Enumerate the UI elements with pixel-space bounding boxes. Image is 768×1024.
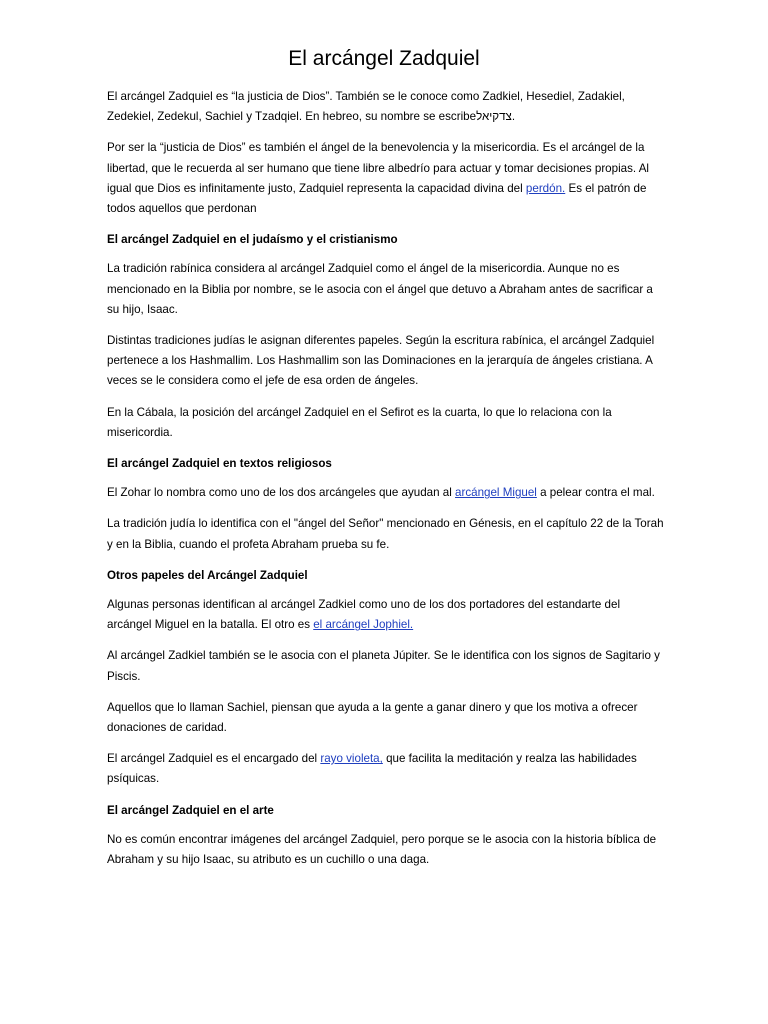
text-run: . [511, 110, 516, 124]
text-run: El arcángel Zadquiel en el arte [107, 803, 274, 817]
text-run: En la Cábala, la posición del arcángel Zadquiel en el Sefirot es la cuarta, lo que lo relaciona con la misericordia. [107, 405, 612, 439]
text-run: El arcángel Zadquiel es el encargado del [107, 752, 321, 766]
hebrew-name-text: צדקיאל [476, 110, 512, 124]
text-run: Otros papeles del Arcángel Zadquiel [107, 568, 308, 582]
text-run: Es el patrón de todos aquellos que perdonan [107, 181, 647, 216]
text-run: a pelear contra el mal. [536, 486, 655, 500]
page-title: El arcángel Zadquiel [288, 47, 480, 70]
paragraph [107, 259, 667, 320]
paragraph [107, 403, 667, 443]
text-run: Distintas tradiciones judías le asignan diferentes papeles. Según la escritura rabínica, el arcángel Zadquiel pertenece a los Hashmallim. Los Hashmallim son las Dominaciones en la jerarquía de ángeles cristiana. A veces se le considera como el jefe de esa orden de ángeles. [107, 334, 655, 388]
section-heading [107, 801, 667, 821]
text-run: El arcángel Zadquiel es “la justicia de Dios”. También se le conoce como Zadkiel, Hesediel, Zadakiel, Zedekiel, Zedekul, Sachiel y Tzadqiel. En hebreo, su nombre se escribe [107, 90, 625, 124]
text-run: Aquellos que lo llaman Sachiel, piensan que ayuda a la gente a ganar dinero y que los motiva a ofrecer donaciones de caridad. [107, 700, 638, 735]
text-run: que facilita la meditación y realza las habilidades psíquicas. [107, 752, 637, 786]
text-run: El Zohar lo nombra como uno de los dos arcángeles que ayudan al [107, 486, 456, 500]
text-run: Por ser la “justicia de Dios” es también el ángel de la benevolencia y la misericordia. Es el arcángel de la libertad, que le recuerda al ser humano que tiene libre albedrío para actuar y tomar decisiones propias. Al igual que Dios es infinitamente justo, Zadquiel representa la capacidad divina del [107, 141, 650, 195]
inline-link[interactable]: el arcángel Jophiel. [313, 618, 414, 632]
paragraph [107, 514, 667, 554]
text-run: El arcángel Zadquiel en textos religiosos [107, 457, 332, 471]
text-run: No es común encontrar imágenes del arcángel Zadquiel, pero porque se le asocia con la historia bíblica de Abraham y su hijo Isaac, su atributo es un cuchillo o una daga. [107, 832, 657, 867]
section-heading [107, 566, 667, 586]
section-heading [107, 454, 667, 474]
inline-link[interactable]: rayo violeta, [320, 752, 383, 766]
text-run: Al arcángel Zadkiel también se le asocia con el planeta Júpiter. Se le identifica con los signos de Sagitario y Piscis. [107, 649, 660, 683]
document-body [107, 87, 667, 881]
text-run: La tradición judía lo identifica con el "ángel del Señor" mencionado en Génesis, en el capítulo 22 de la Torah y en la Biblia, cuando el profeta Abraham prueba su fe. [107, 517, 664, 551]
paragraph [107, 749, 667, 789]
paragraph [107, 483, 667, 503]
paragraph [107, 138, 667, 219]
text-run: El arcángel Zadquiel en el judaísmo y el cristianismo [107, 233, 398, 247]
text-run: La tradición rabínica considera al arcángel Zadquiel como el ángel de la misericordia. Aunque no es mencionado en la Biblia por nombre, se le asocia con el ángel que detuvo a Abraham antes de sacrificar a su hijo, Isaac. [107, 262, 653, 316]
paragraph [107, 698, 667, 738]
paragraph [107, 331, 667, 392]
paragraph [107, 830, 667, 870]
inline-link[interactable]: perdón. [525, 181, 566, 195]
inline-link[interactable]: arcángel Miguel [455, 486, 537, 500]
paragraph [107, 595, 667, 635]
text-run: Algunas personas identifican al arcángel Zadkiel como uno de los dos portadores del estandarte del arcángel Miguel en la batalla. El otro es [107, 598, 621, 632]
paragraph [107, 646, 667, 686]
paragraph [107, 87, 667, 127]
section-heading [107, 230, 667, 250]
